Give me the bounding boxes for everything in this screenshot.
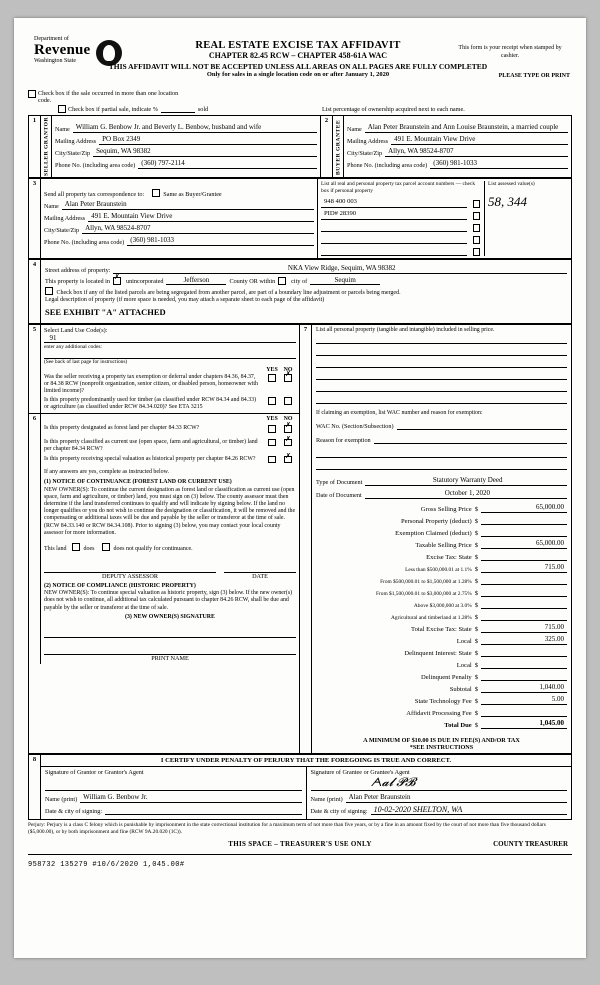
bracket-label-2: From $1,500,000.01 to $3,000,000 at 2.75% <box>376 590 472 597</box>
bracket-label-3: Above $3,000,000 at 3.0% <box>413 602 472 609</box>
section6-q2-no[interactable] <box>284 439 292 447</box>
parcel-number-1[interactable]: PID# 28390 <box>321 210 467 220</box>
correspondence-phone-label: Phone No. (including area code) <box>44 238 125 246</box>
form-title-block <box>98 40 498 78</box>
section6-q3: Is this property receiving special valuation as historical property per chapter 84.26 RCW? <box>44 455 256 462</box>
print-name-label: PRINT NAME <box>151 655 189 662</box>
excise-tax-state-label: Excise Tax: State <box>426 554 472 562</box>
receipt-note: This form is your receipt when stamped by cashier. <box>458 45 562 59</box>
total-due-value[interactable]: 1,045.00 <box>481 719 567 729</box>
land-use-code[interactable]: 91 <box>44 334 62 343</box>
grantee-name-label: Name (print) <box>310 796 343 804</box>
grantee-signature-line[interactable] <box>311 776 568 791</box>
total-excise-local-label: Local <box>456 638 472 646</box>
does-not-label: does not qualify for continuance. <box>113 545 193 552</box>
reason-label: Reason for exemption <box>316 437 371 445</box>
subtotal-value[interactable]: 1,040.00 <box>481 683 567 693</box>
minimum-fee-note: A MINIMUM OF $10.00 IS DUE IN FEE(S) AND/OR TAX <box>363 737 520 745</box>
correspondence-mailing-value[interactable]: 491 E. Mountain View Drive <box>88 212 314 222</box>
correspondence-name-label: Name <box>44 202 59 210</box>
same-as-buyer-checkbox[interactable] <box>152 189 160 197</box>
reason-value[interactable] <box>374 434 567 444</box>
personal-property-line-6[interactable] <box>316 392 567 404</box>
totals-lines: Total Excise Tax: State $ 715.00 Local $ 325.00 Delinquent Interest: State $ Local $ Delinquent Penalty $ Subtotal $ 1,040.00 State Technology Fee $ 5.00 Affidavit Processing Fee $ Total Due $ 1,045.00 <box>316 623 567 729</box>
personal-property-deduct-label: Personal Property (deduct) <box>401 518 472 526</box>
parcel-personal-checkbox-4[interactable] <box>473 248 481 256</box>
form-chapter: CHAPTER 82.45 RCW – CHAPTER 458-61A WAC <box>208 51 388 60</box>
section6-q1-no[interactable] <box>284 425 292 433</box>
buyer-citystate-label: City/State/Zip <box>347 150 383 158</box>
bracket-value-2[interactable] <box>481 587 567 597</box>
doc-date-value[interactable]: October 1, 2020 <box>365 489 567 499</box>
department-label: Department of <box>34 36 69 42</box>
section6-ifany: If any answers are yes, complete as instructed below. <box>44 469 169 476</box>
county-name-value[interactable]: Jefferson <box>166 276 226 285</box>
property-address-table <box>28 259 572 324</box>
seller-citystate-value[interactable]: Sequim, WA 98382 <box>93 147 317 157</box>
personal-property-line-3[interactable] <box>316 356 567 368</box>
buyer-name-label: Name <box>347 126 362 134</box>
revenue-wordmark: Revenue <box>34 42 91 58</box>
parcel-header: List all real and personal property tax parcel account numbers — check box if personal property <box>321 180 476 194</box>
buyer-phone-label: Phone No. (including area code) <box>347 162 428 170</box>
assessor-date-label: DATE <box>224 572 296 580</box>
section6-q3-yes[interactable] <box>268 456 276 464</box>
grantee-date-label: Date & city of signing: <box>310 808 368 816</box>
buyer-phone-value[interactable]: (360) 981-1033 <box>430 159 568 169</box>
grantor-name-value[interactable]: William G. Benbow Jr. <box>80 793 301 803</box>
grantor-signature-line[interactable] <box>45 776 302 791</box>
state-technology-fee-value[interactable]: 5.00 <box>481 695 567 705</box>
delinquent-interest-local-label: Local <box>456 662 472 670</box>
gross-selling-price-label: Gross Selling Price <box>420 506 472 514</box>
assessed-value-header: List assessed value(s) <box>488 180 535 187</box>
correspondence-section-number: 3 <box>29 178 41 258</box>
seller-phone-label: Phone No. (including area code) <box>55 162 136 170</box>
total-excise-local-value[interactable]: 325.00 <box>481 635 567 645</box>
county-or-label: County OR within <box>229 277 276 285</box>
does-label: does <box>83 545 95 552</box>
parties-table <box>28 115 572 178</box>
new-owner-signature-title: (3) NEW OWNER(S) SIGNATURE <box>125 613 215 620</box>
city-name-value[interactable]: Sequim <box>310 276 380 285</box>
selling-price-lines: Gross Selling Price $ 65,000.00 Personal Property (deduct) $ Exemption Claimed (deduct) $ Taxable Selling Price $ 65,000.00 Excise Tax: State $ <box>316 503 567 561</box>
parcel-number-0[interactable]: 948 400 003 <box>321 198 467 208</box>
this-land-label: This land <box>44 545 67 552</box>
grantor-date-value[interactable] <box>105 805 301 815</box>
form-title: REAL ESTATE EXCISE TAX AFFIDAVIT <box>195 40 401 51</box>
personal-property-line-1[interactable] <box>316 334 567 344</box>
doc-type-value[interactable]: Statutory Warranty Deed <box>365 476 567 486</box>
section5-block <box>41 325 300 414</box>
personal-property-line-5[interactable] <box>316 380 567 392</box>
section5-q1-no[interactable] <box>284 374 292 382</box>
grantor-signature-label: Signature of Grantor or Grantor's Agent <box>45 769 144 777</box>
delinquent-interest-state-value[interactable] <box>481 647 567 657</box>
continuance-body: NEW OWNER(S): To continue the current designation as forest land or classification as current use (open space, farm and agriculture, or timber) land, you must sign on (3) below. The county assessor must then determine if the land transferred continues to qualify and will indicate by signing below. If the land no longer qualifies or you do not wish to continue the designation or classification, it will be removed and the compensating or additional taxes will be due and payable by the seller or transferor at the time of sale. (RCW 84.33.140 or RCW 84.34.108). Prior to signing (3) below, you may contact your local county assessor for more information. <box>44 486 296 536</box>
perjury-note: Perjury: Perjury is a class C felony which is punishable by imprisonment in the state correctional institution for a maximum term of not more than five years, or by a fine in an amount fixed by the court of not more than five thousand dollars ($5,000.00), or by both imprisonment and fine (RCW 9A.20.020 (1C)). <box>28 822 546 835</box>
certification-table <box>28 754 572 820</box>
parcel-number-3[interactable] <box>321 234 467 244</box>
affidavit-sheet <box>14 18 586 958</box>
compliance-body: NEW OWNER(S): To continue special valuation as historic property, sign (3) below. If the new owner(s) does not wish to continue, all additional tax calculated pursuant to chapter 84.26 RCW, shall be due and payable by the seller or transferor at the time of sale. <box>44 590 293 611</box>
correspondence-parcel-table <box>28 178 572 259</box>
taxable-selling-price-label: Taxable Selling Price <box>415 542 472 550</box>
parcel-personal-checkbox-3[interactable] <box>473 236 481 244</box>
correspondence-line: Send all property tax correspondence to: <box>44 190 145 198</box>
parcel-personal-checkbox-0[interactable] <box>473 200 481 208</box>
see-instructions-note: *SEE INSTRUCTIONS <box>409 744 474 752</box>
partial-sale-row <box>28 105 572 113</box>
sale-location-label: Check box if the sale occurred in more than one location code. <box>38 90 179 104</box>
total-excise-state-value[interactable]: 715.00 <box>481 623 567 633</box>
land-use-extra-codes[interactable] <box>44 351 296 359</box>
partial-sale-label: Check box if partial sale, indicate % <box>68 106 158 113</box>
delinquent-interest-local-value[interactable] <box>481 659 567 669</box>
partial-sale-checkbox[interactable] <box>58 105 66 113</box>
grantee-signature-label: Signature of Grantee or Grantee's Agent <box>310 769 410 777</box>
tax-bracket-lines: Less than $500,000.01 at 1.1% $ 715.00 From $500,000.01 to $1,500,000 at 1.28% $ From $1,500,000.01 to $3,000,000 at 2.75% $ Above $3,000,000 at 3.0% $ Agricultural and timberland at 1.28% $ <box>316 563 567 621</box>
section7-number: 7 <box>300 324 312 753</box>
treasurer-stamp: 958732 135279 #10/6/2020 1,045.00# <box>28 860 185 869</box>
correspondence-citystate-label: City/State/Zip <box>44 226 80 234</box>
buyer-section-number: 2 <box>321 116 333 178</box>
section5-q2: Is this property predominantly used for timber (as classified under RCW 84.34 and 84.33) or agriculture (as classified under RCW 84.34.020)? See ETA 3215 <box>44 397 257 411</box>
section6-q3-no[interactable] <box>284 456 292 464</box>
continuance-title: (1) NOTICE OF CONTINUANCE (FOREST LAND OR CURRENT USE) <box>44 479 232 486</box>
partial-sale-percent[interactable] <box>161 112 195 113</box>
subtotal-label: Subtotal <box>449 686 472 694</box>
bracket-label-4: Agricultural and timberland at 1.28% <box>391 614 472 621</box>
land-use-note2: (See back of last page for instructions) <box>44 358 128 365</box>
land-use-label: Select Land Use Code(s): <box>44 326 108 334</box>
parcel-number-2[interactable] <box>321 222 467 232</box>
deputy-assessor-label: DEPUTY ASSESSOR <box>44 572 216 580</box>
grantee-name-value[interactable]: Alan Peter Braunstein <box>346 793 567 803</box>
section7-block <box>312 324 572 753</box>
form-notice: THIS AFFIDAVIT WILL NOT BE ACCEPTED UNLESS ALL AREAS ON ALL PAGES ARE FULLY COMPLETED <box>108 62 488 71</box>
state-label: Washington State <box>34 58 77 64</box>
new-owner-printname-line[interactable] <box>44 638 296 655</box>
delinquent-penalty-value[interactable] <box>481 671 567 681</box>
grantor-name-label: Name (print) <box>45 796 78 804</box>
section6-yes-header: YES <box>266 416 278 423</box>
parcel-personal-checkbox-1[interactable] <box>473 212 481 220</box>
type-or-print-note: PLEASE TYPE OR PRINT <box>498 73 570 79</box>
state-technology-fee-label: State Technology Fee <box>414 698 472 706</box>
parcel-block <box>318 178 572 258</box>
personal-property-label: List all personal property (tangible and intangible) included in selling price. <box>316 326 495 333</box>
grantor-signature-block <box>41 767 307 819</box>
affidavit-content <box>28 30 572 869</box>
personal-property-deduct-value[interactable] <box>481 515 567 525</box>
buyer-mailing-value[interactable]: 491 E. Mountain View Drive <box>391 135 568 145</box>
new-owner-signature-line[interactable] <box>44 621 296 638</box>
unincorporated-checkbox[interactable] <box>113 277 121 285</box>
section5-no-header: NO <box>283 367 293 374</box>
section6-q2-yes[interactable] <box>268 439 276 447</box>
seller-citystate-label: City/State/Zip <box>55 150 91 158</box>
treasurer-row <box>28 840 572 852</box>
section5-q2-no[interactable] <box>284 397 292 405</box>
section6-number: 6 <box>29 414 41 664</box>
reason-line-3[interactable] <box>316 458 567 470</box>
gross-selling-price-value[interactable]: 65,000.00 <box>481 503 567 513</box>
bracket-value-1[interactable] <box>481 575 567 585</box>
section8-number: 8 <box>29 755 41 820</box>
parcel-personal-checkbox-2[interactable] <box>473 224 481 232</box>
correspondence-block <box>41 178 318 258</box>
does-qualify-checkbox[interactable] <box>72 543 80 551</box>
correspondence-name-value[interactable]: Alan Peter Braunstein <box>62 200 314 210</box>
section5-q1-yes[interactable] <box>268 374 276 382</box>
grantee-signature-mark: ᗅ𝓪𝓵 𝓟𝓑 <box>370 775 416 790</box>
section5-q2-yes[interactable] <box>268 397 276 405</box>
unincorporated-label: unincorporated <box>125 277 164 285</box>
correspondence-citystate-value[interactable]: Allyn, WA 98524-8707 <box>82 224 314 234</box>
section6-q2: Is this property classified as current use (open space, farm and agricultural, or timber) land per chapter 84.34 RCW? <box>44 438 258 452</box>
doc-date-label: Date of Document <box>316 492 362 500</box>
form-header <box>28 30 572 90</box>
legal-description-label: Legal description of property (if more space is needed, you may attach a separate sheet to each page of the affidavit) <box>45 296 325 303</box>
does-not-qualify-checkbox[interactable] <box>102 543 110 551</box>
delinquent-interest-state-label: Delinquent Interest: State <box>404 650 472 658</box>
located-in-label: This property is located in <box>45 277 110 285</box>
exemption-claimed-value[interactable] <box>481 527 567 537</box>
ownership-note: List percentage of ownership acquired next to each name. <box>322 106 465 113</box>
sections-5-6-7-table <box>28 324 572 754</box>
seller-block <box>52 116 321 178</box>
section6-q1: Is this property designated as forest land per chapter 84.33 RCW? <box>44 425 200 432</box>
segregated-label: Check box if any of the listed parcels are being segregated from another parcel, are part of a boundary line adjustment or parcels being merged. <box>56 289 401 296</box>
street-address-value[interactable]: NKA View Ridge, Sequim, WA 98382 <box>113 264 567 274</box>
city-of-label: city of <box>291 277 308 285</box>
grantee-signature-block <box>307 767 572 819</box>
excise-tax-state-value[interactable] <box>481 551 567 561</box>
certify-statement: I CERTIFY UNDER PENALTY OF PERJURY THAT THE FOREGOING IS TRUE AND CORRECT. <box>41 755 571 767</box>
affidavit-processing-fee-label: Affidavit Processing Fee <box>406 710 472 718</box>
left-column <box>29 324 300 753</box>
correspondence-mailing-label: Mailing Address <box>44 214 86 222</box>
section6-no-header: NO <box>283 416 293 423</box>
doc-type-label: Type of Document <box>316 479 363 487</box>
grantee-date-value[interactable]: 10-02-2020 SHELTON, WA <box>371 805 567 815</box>
seller-phone-value[interactable]: (360) 797-2114 <box>138 159 317 169</box>
parcel-number-4[interactable] <box>321 246 467 256</box>
section5-q1: Was the seller receiving a property tax exemption or deferral under chapters 84.36, 84.37, or 84.38 RCW (nonprofit organization, senior citizen, or disabled person, homeowner with limited income)? <box>44 374 258 395</box>
taxable-selling-price-value[interactable]: 65,000.00 <box>481 539 567 549</box>
seller-name-label: Name <box>55 126 70 134</box>
buyer-mailing-label: Mailing Address <box>347 138 389 146</box>
section6-q1-yes[interactable] <box>268 425 276 433</box>
land-use-note1: enter any additional codes: <box>44 343 102 350</box>
city-of-checkbox[interactable] <box>278 277 286 285</box>
bracket-value-3[interactable] <box>481 599 567 609</box>
seller-section-number: 1 <box>29 116 41 178</box>
grantor-date-label: Date & city of signing: <box>45 808 103 816</box>
total-excise-state-label: Total Excise Tax: State <box>411 626 472 634</box>
legal-description-value[interactable]: SEE EXHIBIT "A" ATTACHED <box>45 306 166 317</box>
exemption-claim-label: If claiming an exemption, list WAC number and reason for exemption: <box>316 410 483 417</box>
county-treasurer-label: COUNTY TREASURER <box>493 839 568 848</box>
treasurer-use-label: THIS SPACE – TREASURER'S USE ONLY <box>228 839 372 848</box>
same-as-buyer-label: Same as Buyer/Grantee <box>163 190 222 198</box>
bracket-value-4[interactable] <box>481 611 567 621</box>
wac-label: WAC No. (Section/Subsection) <box>316 423 394 431</box>
sale-location-row <box>28 90 572 104</box>
seller-side-label: SELLER GRANTOR <box>41 116 52 178</box>
buyer-block <box>344 116 572 178</box>
seller-mailing-value[interactable]: PO Box 2349 <box>99 135 317 145</box>
section5-yes-header: YES <box>266 367 278 374</box>
section4-block <box>41 259 572 323</box>
buyer-name-value[interactable]: Alan Peter Braunstein and Ann Louise Braunstein, a married couple <box>365 123 568 133</box>
delinquent-penalty-label: Delinquent Penalty <box>420 674 472 682</box>
correspondence-phone-value[interactable]: (360) 981-1033 <box>127 236 314 246</box>
personal-property-line-2[interactable] <box>316 344 567 356</box>
compliance-title: (2) NOTICE OF COMPLIANCE (HISTORIC PROPERTY) <box>44 582 196 589</box>
buyer-side-label: BUYER GRANTEE <box>333 116 344 178</box>
partial-sale-sold-label: sold <box>197 106 209 113</box>
assessed-value[interactable]: 58, 344 <box>488 193 527 209</box>
section5-number: 5 <box>29 325 41 414</box>
bracket-label-0: Less than $500,000.01 at 1.1% <box>405 566 472 573</box>
bracket-value-0[interactable]: 715.00 <box>481 563 567 573</box>
affidavit-processing-fee-value[interactable] <box>481 707 567 717</box>
bracket-label-1: From $500,000.01 to $1,500,000 at 1.28% <box>380 578 472 585</box>
seller-mailing-label: Mailing Address <box>55 138 97 146</box>
segregated-checkbox[interactable] <box>45 287 53 295</box>
total-due-label: Total Due <box>444 722 472 730</box>
seller-name-value[interactable]: William G. Benbow Jr. and Beverly L. Benbow, husband and wife <box>73 123 317 133</box>
form-subnotice: Only for sales in a single location code on or after January 1, 2020 <box>206 71 390 78</box>
personal-property-line-4[interactable] <box>316 368 567 380</box>
exemption-claimed-label: Exemption Claimed (deduct) <box>395 530 472 538</box>
street-address-label: Street address of property: <box>45 266 111 274</box>
wac-value[interactable] <box>397 420 567 430</box>
buyer-citystate-value[interactable]: Allyn, WA 98524-8707 <box>385 147 568 157</box>
sale-location-checkbox[interactable] <box>28 90 36 98</box>
section6-block <box>41 414 300 664</box>
reason-line-2[interactable] <box>316 446 567 458</box>
section4-number: 4 <box>29 259 41 323</box>
